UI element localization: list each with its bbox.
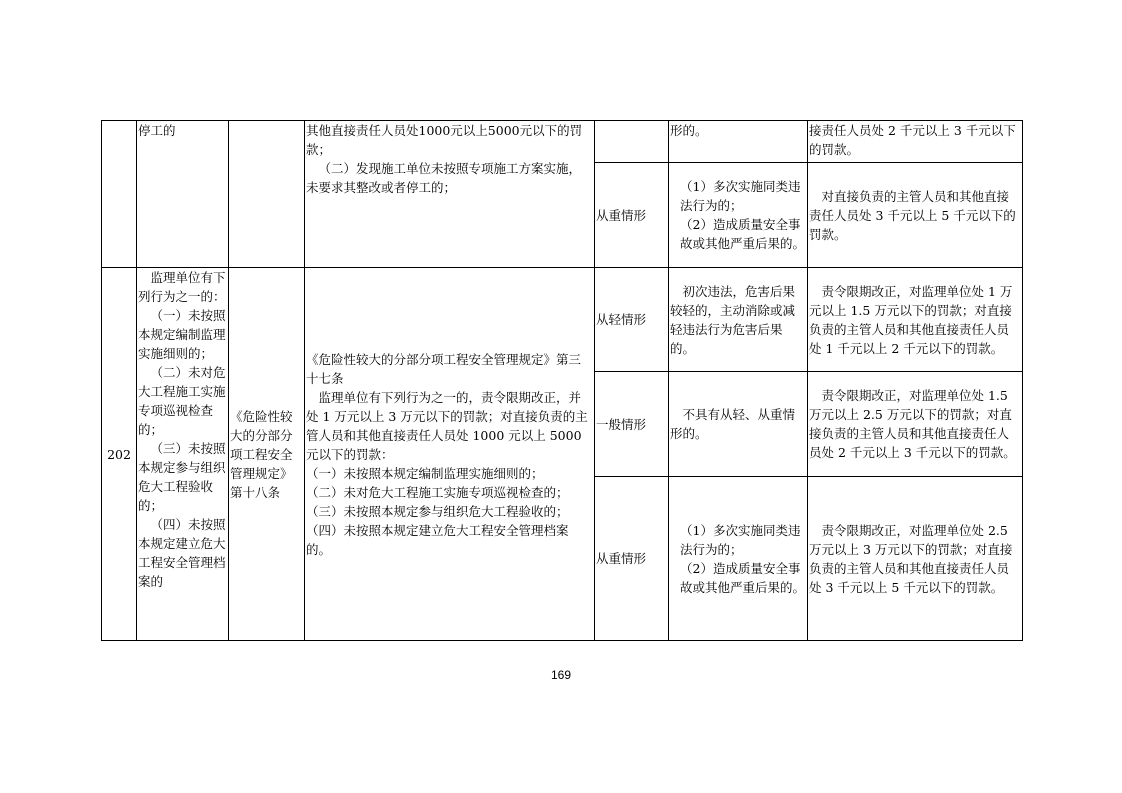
prev-row-general (102, 121, 1023, 163)
row-202-provision-line: 《危险性较大的分部分项工程安全管理规定》第三十七条 (306, 351, 582, 386)
prev-general-situation-cell (669, 121, 808, 163)
row-202-provision-line: （一）未按照本规定编制监理实施细则的； (306, 465, 544, 481)
row-202-serious-level: 从重情形 (595, 477, 669, 641)
row-202-provision-cell (305, 268, 595, 641)
row-202-behavior-line: （四）未按照本规定建立危大工程安全管理档案的 (138, 517, 226, 589)
prev-provision-line: 其他直接责任人员处1000元以上5000元以下的罚款； (306, 123, 583, 157)
row-202-serious-situation-line: （2）造成质量安全事故或其他严重后果的。 (680, 560, 806, 595)
row-202-general-penalty-cell (808, 372, 1023, 477)
prev-general-situation: 形的。 (670, 123, 708, 138)
row-202-light-penalty: 责令限期改正，对监理单位处 1 万元以上 1.5 万元以下的罚款；对直接负责的主管人员和其他直接责任人员处 1 千元以上 2 千元以下的罚款。 (809, 283, 1013, 356)
prev-provision-line: （二）发现施工单位未按照专项施工方案实施，未要求其整改或者停工的； (306, 161, 582, 195)
row-202-basis: 《危险性较大的分部分项工程安全管理规定》第十八条 (230, 408, 293, 500)
row-202-light (102, 268, 1023, 372)
row-202-number: 202 (102, 268, 137, 641)
row-202-general-situation: 不具有从轻、从重情形的。 (670, 407, 796, 441)
row-202-general-penalty: 责令限期改正，对监理单位处 1.5 万元以上 2.5 万元以下的罚款；对直接负责的主管人员和其他直接责任人员处 2 千元以上 3 千元以下的罚款。 (809, 388, 1016, 460)
row-202-serious-penalty: 责令限期改正，对监理单位处 2.5 万元以上 3 万元以下的罚款；对直接负责的主管人员和其他直接责任人员处 3 千元以上 5 千元以下的罚款。 (809, 522, 1013, 595)
prev-provision-cell (305, 121, 595, 268)
row-202-behavior-line: 监理单位有下列行为之一的： (138, 270, 226, 304)
prev-serious-situation-line: （1）多次实施同类违法行为的； (680, 179, 801, 213)
row-202-general-level: 一般情形 (595, 372, 669, 477)
row-202-light-situation-cell (669, 268, 808, 372)
row-202-light-level: 从轻情形 (595, 268, 669, 372)
prev-serious-level: 从重情形 (595, 163, 669, 268)
row-202-provision-line: （二）未对危大工程施工实施专项巡视检查的； (306, 484, 569, 500)
prev-number-cell (102, 121, 137, 268)
row-202-behavior-line: （二）未对危大工程施工实施专项巡视检查的； (138, 365, 226, 437)
prev-basis-cell (229, 121, 305, 268)
row-202-provision-line: （四）未按照本规定建立危大工程安全管理档案的。 (306, 522, 569, 557)
prev-serious-penalty: 对直接负责的主管人员和其他直接责任人员处 3 千元以上 5 千元以下的罚款。 (809, 188, 1016, 242)
row-202-behavior-line: （一）未按照本规定编制监理实施细则的； (138, 308, 226, 361)
row-202-behavior-cell (137, 268, 229, 641)
prev-behavior-cell (137, 121, 229, 268)
prev-general-penalty: 接责任人员处 2 千元以上 3 千元以下的罚款。 (809, 123, 1016, 157)
row-202-basis-cell (229, 268, 305, 641)
prev-serious-situation-cell (669, 163, 808, 268)
row-202-light-situation: 初次违法，危害后果较轻的，主动消除或减轻违法行为危害后果的。 (670, 283, 796, 356)
prev-behavior-text: 停工的 (138, 123, 176, 138)
row-202-serious-situation-line: （1）多次实施同类违法行为的； (680, 522, 801, 557)
row-202-provision-line: （三）未按照本规定参与组织危大工程验收的； (306, 503, 569, 519)
row-202-serious-penalty-cell (808, 477, 1023, 641)
row-202-serious-situation-cell (669, 477, 808, 641)
penalty-table (101, 120, 1023, 641)
prev-general-level-cell (595, 121, 669, 163)
prev-general-penalty-cell (808, 121, 1023, 163)
page-number: 169 (550, 668, 572, 682)
prev-serious-penalty-cell (808, 163, 1023, 268)
prev-serious-situation-line: （2）造成质量安全事故或其他严重后果的。 (680, 217, 806, 251)
row-202-provision-line: 监理单位有下列行为之一的，责令限期改正，并处 1 万元以上 3 万元以下的罚款；对直接负责的主管人员和其他直接责任人员处 1000 元以上 5000元以下的罚款： (306, 389, 588, 462)
row-202-behavior-line: （三）未按照本规定参与组织危大工程验收的； (138, 441, 226, 513)
row-202-general-situation-cell (669, 372, 808, 477)
row-202-light-penalty-cell (808, 268, 1023, 372)
